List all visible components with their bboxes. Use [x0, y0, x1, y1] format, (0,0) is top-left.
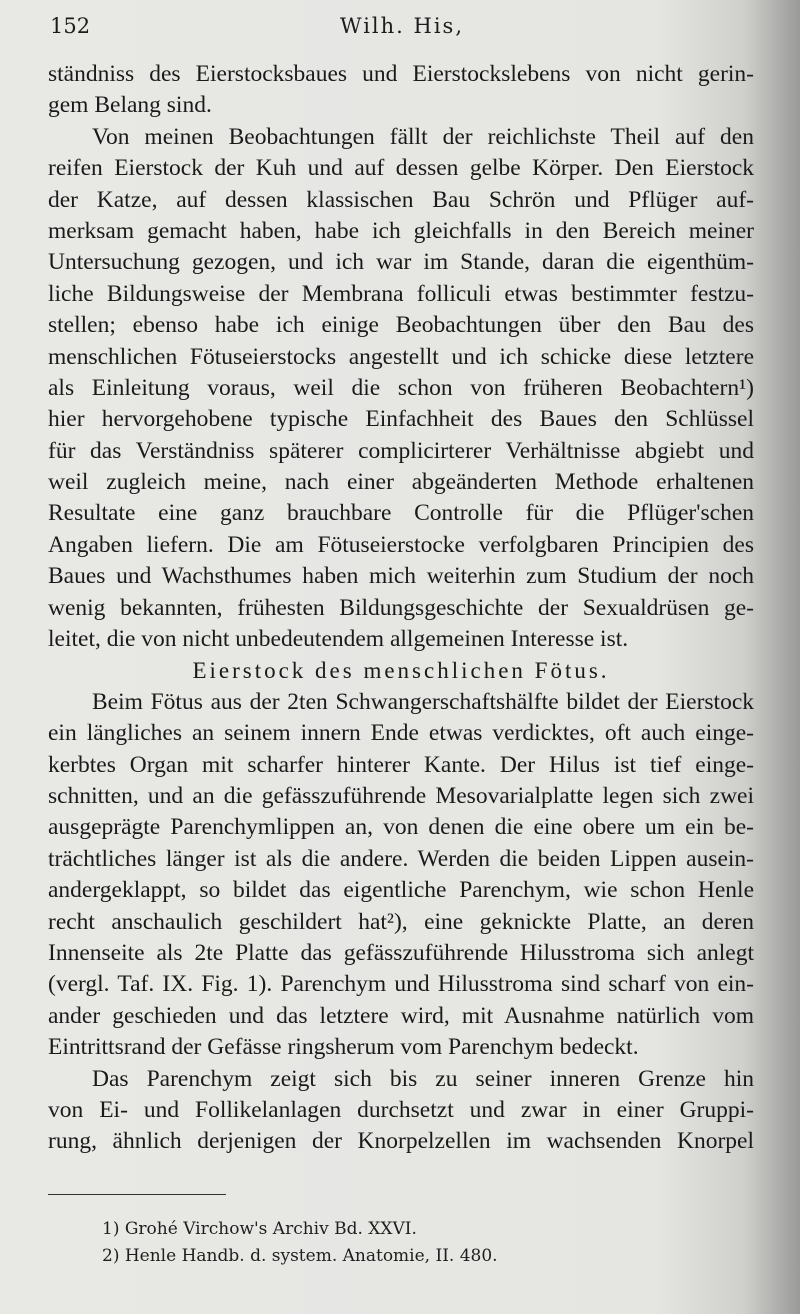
footnotes [102, 1216, 742, 1270]
text-line: von Ei- und Follikelanlagen durchsetzt und zwar in einer Gruppi- [48, 1096, 754, 1123]
running-head: Wilh. His, [339, 14, 464, 38]
text-line: ständniss des Eierstocksbaues und Eierstockslebens von nicht gerin- [48, 61, 754, 87]
text-line: reifen Eierstock der Kuh und auf dessen gelbe Körper. Den Eierstock [48, 155, 754, 182]
text-line: liche Bildungsweise der Membrana folliculi etwas bestimmter festzu- [48, 280, 754, 307]
text-line: Eintrittsrand der Gefässe ringsherum vom Parenchym bedeckt. [48, 1034, 639, 1061]
text-line: Untersuchung gezogen, und ich war im Stande, daran die eigenthüm- [48, 249, 754, 276]
text-line: Angaben liefern. Die am Fötuseierstocke verfolgbaren Principien des [48, 531, 754, 558]
text-line: als Einleitung voraus, weil die schon von früheren Beobachtern¹) [48, 374, 754, 401]
text-line: rung, ähnlich derjenigen der Knorpelzellen im wachsenden Knorpel [48, 1128, 754, 1155]
text-line: der Katze, auf dessen klassischen Bau Schrön und Pflüger auf- [48, 186, 754, 213]
text-line: Das Parenchym zeigt sich bis zu seiner inneren Grenze hin [92, 1065, 754, 1092]
text-line: Beim Fötus aus der 2ten Schwangerschaftshälfte bildet der Eierstock [92, 688, 754, 715]
text-line: hier hervorgehobene typische Einfachheit des Baues den Schlüssel [48, 406, 754, 433]
text-line: Innenseite als 2te Platte das gefässzuführende Hilusstroma sich anlegt [48, 939, 754, 966]
text-line: menschlichen Fötuseierstocks angestellt und ich schicke diese letztere [48, 343, 754, 370]
text-line: leitet, die von nicht unbedeutendem allgemeinen Interesse ist. [48, 626, 629, 653]
footnote-divider [48, 1194, 226, 1195]
text-line: Von meinen Beobachtungen fällt der reichlichste Theil auf den [92, 123, 754, 150]
text-line: Resultate eine ganz brauchbare Controlle für die Pflüger'schen [48, 500, 754, 527]
page-number: 152 [50, 14, 91, 38]
body-text [48, 59, 754, 1158]
text-line: wenig bekannten, frühesten Bildungsgeschichte der Sexualdrüsen ge- [48, 594, 754, 621]
page-header [50, 14, 754, 44]
text-line: Baues und Wachsthumes haben mich weiterhin zum Studium der noch [48, 563, 754, 590]
text-line: trächtliches länger ist als die andere. Werden die beiden Lippen ausein- [48, 845, 754, 872]
text-line: merksam gemacht haben, habe ich gleichfalls in den Bereich meiner [48, 217, 754, 244]
text-line: ein längliches an seinem innern Ende etwas verdicktes, oft auch einge- [48, 720, 754, 747]
text-line: ausgeprägte Parenchymlippen an, von denen die eine obere um ein be- [48, 814, 754, 841]
text-line: stellen; ebenso habe ich einige Beobachtungen über den Bau des [48, 312, 754, 339]
text-line: ander geschieden und das letztere wird, mit Ausnahme natürlich vom [48, 1002, 754, 1029]
text-line: recht anschaulich geschildert hat²), eine geknickte Platte, an deren [48, 908, 754, 935]
section-heading: Eierstock des menschlichen Fötus. [192, 658, 610, 684]
text-line: gem Belang sind. [48, 92, 212, 119]
footnote-1: 1) Grohé Virchow's Archiv Bd. XXVI. [102, 1219, 417, 1239]
text-line: schnitten, und an die gefässzuführende Mesovarialplatte legen sich zwei [48, 782, 754, 809]
footnote-2: 2) Henle Handb. d. system. Anatomie, II. 480. [102, 1246, 498, 1266]
text-line: für das Verständniss späterer complicirterer Verhältnisse abgiebt und [48, 437, 754, 464]
text-line: weil zugleich meine, nach einer abgeänderten Methode erhaltenen [48, 469, 754, 496]
text-line: (vergl. Taf. IX. Fig. 1). Parenchym und Hilusstroma sind scharf von ein- [48, 971, 754, 998]
text-line: kerbtes Organ mit scharfer hinterer Kante. Der Hilus ist tief einge- [48, 751, 754, 778]
text-line: andergeklappt, so bildet das eigentliche Parenchym, wie schon Henle [48, 877, 754, 904]
